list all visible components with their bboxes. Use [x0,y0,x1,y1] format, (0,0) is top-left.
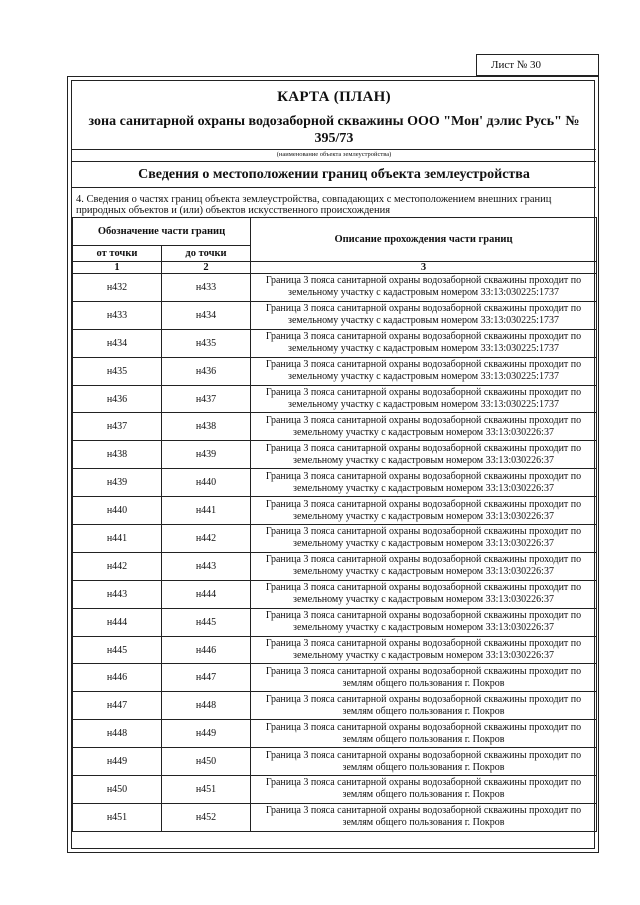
cell-from-point: н436 [73,385,162,413]
section-paragraph: 4. Сведения о частях границ объекта землеустройства, совпадающих с местоположением внешних границ природных объектов и (или) объектов искусственного происхождения [76,194,552,216]
table-row [73,329,597,357]
header-from-point: от точки [73,246,162,262]
cell-description: Граница 3 пояса санитарной охраны водозаборной скважины проходит по земельному участку с кадастровым номером 33:13:030225:1737 [251,329,597,357]
table-row [73,301,597,329]
table-row [73,274,597,302]
sheet-number: Лист № 30 [476,54,599,76]
cell-description: Граница 3 пояса санитарной охраны водозаборной скважины проходит по земельному участку с кадастровым номером 33:13:030225:1737 [251,301,597,329]
cell-to-point: н434 [162,301,251,329]
table-row [73,552,597,580]
cell-description: Граница 3 пояса санитарной охраны водозаборной скважины проходит по земельному участку с кадастровым номером 33:13:030225:1737 [251,274,597,302]
cell-to-point: н438 [162,413,251,441]
table-row [73,776,597,804]
cell-description: Граница 3 пояса санитарной охраны водозаборной скважины проходит по земельному участку с кадастровым номером 33:13:030226:37 [251,636,597,664]
cell-description: Граница 3 пояса санитарной охраны водозаборной скважины проходит по земельному участку с кадастровым номером 33:13:030226:37 [251,497,597,525]
cell-from-point: н441 [73,525,162,553]
document-title: КАРТА (ПЛАН) [277,89,391,105]
subtitle-caption: (наименование объекта землеустройства) [72,149,596,160]
document-subtitle: зона санитарной охраны водозаборной скважины ООО "Мон' дэлис Русь" № 395/73 [88,114,580,146]
cell-description: Граница 3 пояса санитарной охраны водозаборной скважины проходит по земельному участку с кадастровым номером 33:13:030225:1737 [251,385,597,413]
cell-description: Граница 3 пояса санитарной охраны водозаборной скважины проходит по земельному участку с кадастровым номером 33:13:030225:1737 [251,357,597,385]
cell-description: Граница 3 пояса санитарной охраны водозаборной скважины проходит по земельному участку с кадастровым номером 33:13:030226:37 [251,413,597,441]
cell-from-point: н438 [73,441,162,469]
cell-to-point: н440 [162,469,251,497]
cell-to-point: н439 [162,441,251,469]
cell-to-point: н444 [162,580,251,608]
column-number: 3 [251,262,597,274]
cell-description: Граница 3 пояса санитарной охраны водозаборной скважины проходит по земельному участку с кадастровым номером 33:13:030226:37 [251,469,597,497]
cell-description: Граница 3 пояса санитарной охраны водозаборной скважины проходит по землям общего пользования г. Покров [251,803,597,831]
cell-from-point: н435 [73,357,162,385]
table-row [73,441,597,469]
cell-to-point: н448 [162,692,251,720]
cell-from-point: н449 [73,748,162,776]
cell-to-point: н443 [162,552,251,580]
cell-from-point: н445 [73,636,162,664]
column-number: 2 [162,262,251,274]
cell-to-point: н437 [162,385,251,413]
cell-from-point: н433 [73,301,162,329]
table-row [73,357,597,385]
cell-to-point: н447 [162,664,251,692]
header-to-point: до точки [162,246,251,262]
table-row [73,525,597,553]
cell-to-point: н442 [162,525,251,553]
cell-from-point: н447 [73,692,162,720]
table-row [73,413,597,441]
table-row [73,720,597,748]
cell-to-point: н452 [162,803,251,831]
cell-to-point: н436 [162,357,251,385]
cell-to-point: н441 [162,497,251,525]
cell-from-point: н446 [73,664,162,692]
cell-from-point: н442 [73,552,162,580]
cell-description: Граница 3 пояса санитарной охраны водозаборной скважины проходит по землям общего пользования г. Покров [251,720,597,748]
cell-from-point: н439 [73,469,162,497]
table-row [73,469,597,497]
boundary-table [72,217,597,832]
table-row [73,803,597,831]
column-number: 1 [73,262,162,274]
title-block [72,81,596,149]
header-description: Описание прохождения части границ [251,218,597,262]
section-heading: Сведения о местоположении границ объекта землеустройства [72,161,596,188]
table-row [73,636,597,664]
cell-description: Граница 3 пояса санитарной охраны водозаборной скважины проходит по землям общего пользования г. Покров [251,776,597,804]
cell-description: Граница 3 пояса санитарной охраны водозаборной скважины проходит по земельному участку с кадастровым номером 33:13:030226:37 [251,580,597,608]
cell-from-point: н434 [73,329,162,357]
cell-to-point: н445 [162,608,251,636]
cell-description: Граница 3 пояса санитарной охраны водозаборной скважины проходит по земельному участку с кадастровым номером 33:13:030226:37 [251,608,597,636]
cell-to-point: н435 [162,329,251,357]
table-row [73,385,597,413]
cell-from-point: н432 [73,274,162,302]
cell-from-point: н444 [73,608,162,636]
cell-description: Граница 3 пояса санитарной охраны водозаборной скважины проходит по землям общего пользования г. Покров [251,692,597,720]
cell-to-point: н449 [162,720,251,748]
document-inner-frame [71,80,595,849]
table-row [73,692,597,720]
cell-from-point: н448 [73,720,162,748]
cell-description: Граница 3 пояса санитарной охраны водозаборной скважины проходит по землям общего пользования г. Покров [251,664,597,692]
cell-from-point: н451 [73,803,162,831]
cell-description: Граница 3 пояса санитарной охраны водозаборной скважины проходит по земельному участку с кадастровым номером 33:13:030226:37 [251,525,597,553]
cell-from-point: н437 [73,413,162,441]
cell-from-point: н443 [73,580,162,608]
cell-to-point: н451 [162,776,251,804]
table-row [73,580,597,608]
table-row [73,664,597,692]
cell-from-point: н440 [73,497,162,525]
header-group: Обозначение части границ [73,218,251,246]
document-frame [67,76,599,853]
table-row [73,608,597,636]
cell-to-point: н446 [162,636,251,664]
cell-to-point: н450 [162,748,251,776]
cell-description: Граница 3 пояса санитарной охраны водозаборной скважины проходит по земельному участку с кадастровым номером 33:13:030226:37 [251,552,597,580]
cell-from-point: н450 [73,776,162,804]
table-row [73,748,597,776]
cell-to-point: н433 [162,274,251,302]
cell-description: Граница 3 пояса санитарной охраны водозаборной скважины проходит по землям общего пользования г. Покров [251,748,597,776]
cell-description: Граница 3 пояса санитарной охраны водозаборной скважины проходит по земельному участку с кадастровым номером 33:13:030226:37 [251,441,597,469]
table-row [73,497,597,525]
